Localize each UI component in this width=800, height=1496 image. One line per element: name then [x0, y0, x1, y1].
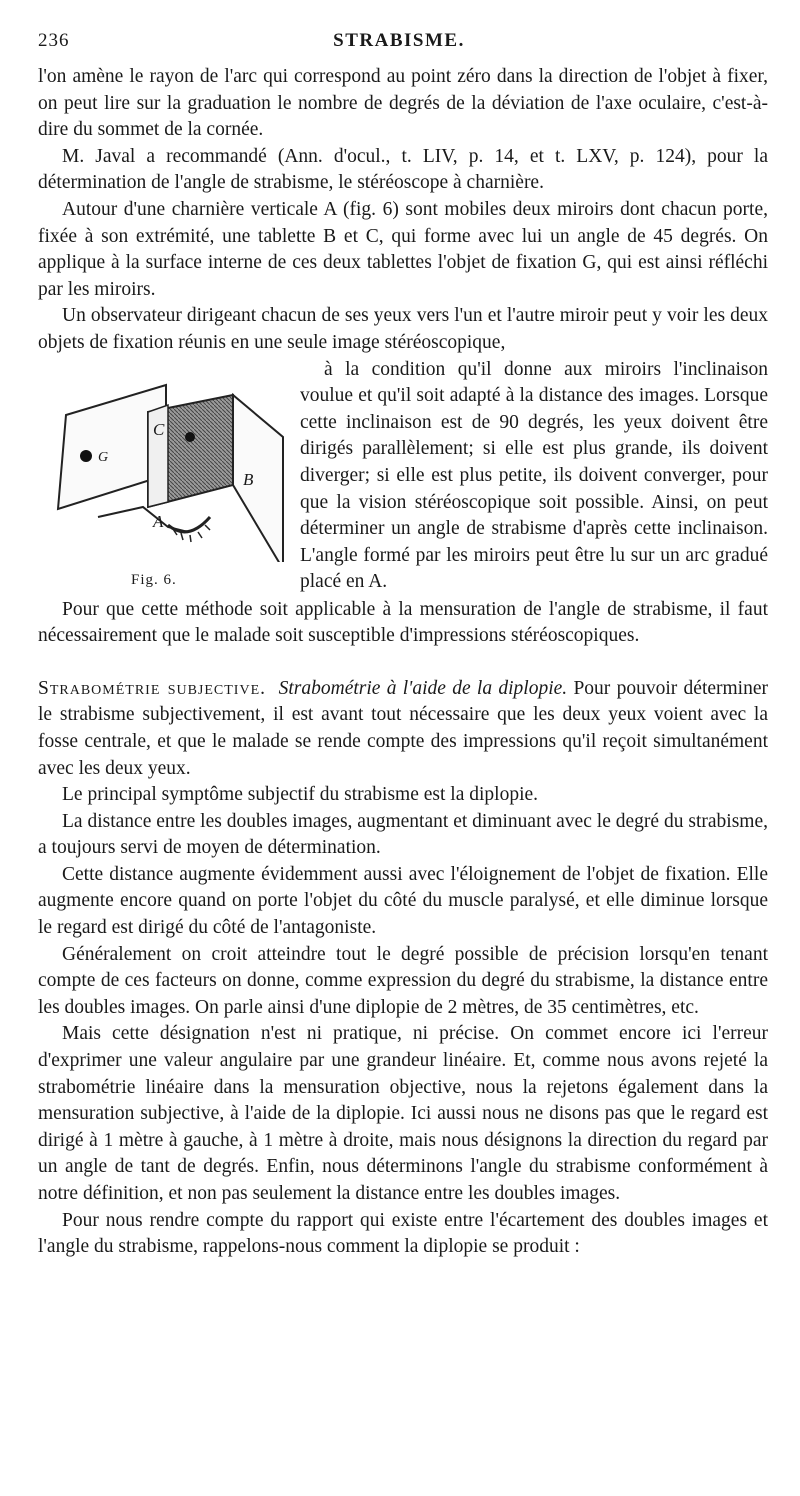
tablet-b: [233, 395, 283, 562]
fixation-reflection: [185, 432, 195, 442]
paragraph: Un observateur dirigeant chacun de ses yeux vers l'un et l'autre miroir peut y voir les deux objets de fixation réunis en une seule image stéréoscopique,: [38, 305, 768, 353]
paragraph: Mais cette désignation n'est ni pratique, ni précise. On commet encore ici l'erreur d'exprimer une valeur angulaire par une grandeur linéaire. Et, comme nous avons rejeté la strabométrie linéaire dans la mensuration objective, nous la rejetons également dans la mensuration subjective, à l'aide de la diplopie. Ici aussi nous ne disons pas que le regard est dirigé à 1 mètre à gauche, à 1 mètre à droite, mais nous désignons la direction du regard par un angle de tant de degrés. Enfin, nous déterminons l'angle du strabisme conformément à notre définition, et non pas seulement la distance entre les doubles images.: [38, 1023, 768, 1204]
page-number: 236: [38, 30, 70, 51]
paragraph: La distance entre les doubles images, augmentant et diminuant avec le degré du strabisme, a toujours servi de moyen de détermination.: [38, 810, 768, 859]
fixation-object-g: [80, 450, 92, 462]
paragraph: l'on amène le rayon de l'arc qui correspond au point zéro dans la direction de l'objet à fixer, on peut lire sur la graduation le nombre de degrés de la déviation de l'axe oculaire, c'est-à-dire du sommet de la cornée.: [38, 66, 768, 141]
figure-caption: Fig. 6.: [131, 571, 177, 588]
body-text: [38, 64, 768, 1261]
paragraph: Pour nous rendre compte du rapport qui existe entre l'écartement des doubles images et l'angle du strabisme, rappelons-nous comment la diplopie se produit :: [38, 1209, 768, 1258]
section-paragraph: [38, 676, 768, 782]
paragraph: Le principal symptôme subjectif du strabisme est la diplopie.: [62, 784, 539, 806]
running-header: [38, 30, 760, 56]
paragraph: Généralement on croit atteindre tout le degré possible de précision lorsqu'en tenant compte de ces facteurs on donne, comme expression du degré du strabisme, la distance entre les doubles images. On parle ainsi d'une diplopie de 2 mètres, de 35 centimètres, etc.: [38, 943, 768, 1018]
label-b: B: [243, 469, 254, 489]
section-text: Pour pouvoir déterminer le strabisme subjectivement, il est avant tout nécessaire que les deux yeux voient avec la fosse centrale, et que le malade se rende compte des impressions qu'il reçoit simultanément avec les deux yeux.: [38, 677, 768, 779]
paragraph: M. Javal a recommandé (Ann. d'ocul., t. LIV, p. 14, et t. LXV, p. 124), pour la détermination de l'angle de strabisme, le stéréoscope à charnière.: [38, 145, 768, 194]
figure-side-text: [300, 357, 768, 596]
figure-block: [38, 357, 768, 597]
stereoscope-illustration: [38, 357, 298, 562]
label-c: C: [153, 419, 165, 439]
section-subheading: Strabométrie à l'aide de la diplopie.: [278, 677, 568, 699]
section-heading: Strabométrie subjective.: [38, 677, 267, 699]
label-a: A: [153, 511, 164, 531]
paragraph: à la condition qu'il donne aux miroirs l'inclinaison voulue et qu'il soit adapté à la distance des images. Lorsque cette inclinaison est de 90 degrés, les yeux doivent être dirigés parallèlement; si elle est plus grande, ils doivent diverger; si elle est plus petite, ils doivent converger, pour que la vision stéréoscopique soit possible. Ainsi, on peut déterminer un angle de strabisme d'après cette inclinaison. L'angle formé par les miroirs peut être lu sur un arc gradué placé en A.: [300, 358, 768, 593]
label-g: G: [98, 449, 109, 465]
paragraph: Cette distance augmente évidemment aussi avec l'éloignement de l'objet de fixation. Elle augmente encore quand on porte l'objet du côté du muscle paralysé, et elle diminue lorsque le regard est dirigé du côté de l'antagoniste.: [38, 863, 768, 939]
figure-6: [38, 357, 298, 597]
paragraph: Autour d'une charnière verticale A (fig. 6) sont mobiles deux miroirs dont chacun porte, fixée à son extrémité, une tablette B et C, qui forme avec lui un angle de 45 degrés. On applique à la surface interne de ces deux tablettes l'objet de fixation G, qui est ainsi réfléchi par les miroirs.: [38, 198, 768, 300]
paragraph: Pour que cette méthode soit applicable à la mensuration de l'angle de strabisme, il faut nécessairement que le malade soit susceptible d'impressions stéréoscopiques.: [38, 598, 768, 647]
running-title: STRABISME.: [333, 30, 465, 51]
